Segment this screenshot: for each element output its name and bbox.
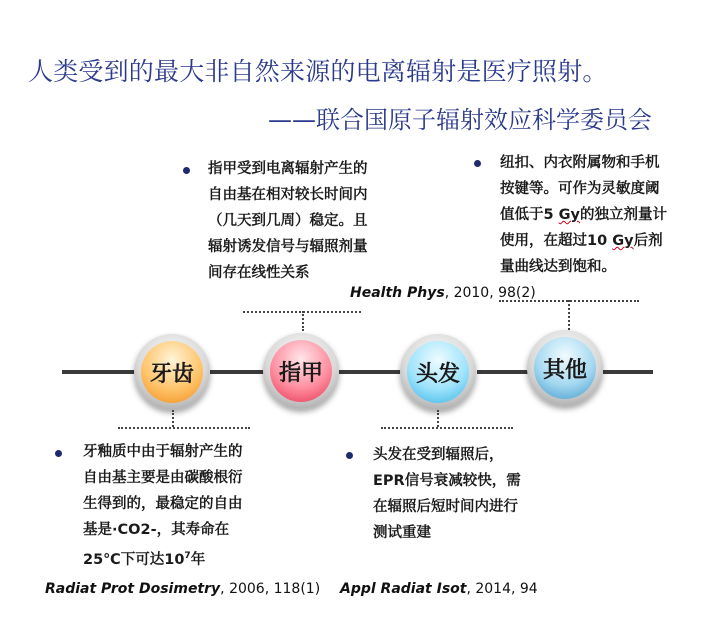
- note-line: 牙釉质中由于辐射产生的: [83, 444, 243, 460]
- timeline-segment: [603, 370, 653, 374]
- note-line: 头发在受到辐照后，: [373, 447, 504, 463]
- timeline-segment: [477, 370, 529, 374]
- connector-bottom-teeth: [118, 427, 250, 429]
- unit-gy: Gy: [612, 233, 634, 249]
- connector-stem-teeth: [172, 410, 174, 427]
- note-line: 按键等。可作为灵敏度阈: [500, 181, 660, 197]
- bullet-dot: [346, 452, 353, 459]
- node-teeth: [134, 334, 210, 410]
- note-line: 量曲线达到饱和。: [500, 259, 616, 275]
- citation-details: , 2014, 94: [466, 581, 538, 597]
- connector-stem-nail: [302, 311, 304, 331]
- note-line: 辐射诱发信号与辐照剂量: [208, 239, 368, 255]
- note-line: 纽扣、内衣附属物和手机: [500, 155, 660, 171]
- citation-journal: Health Phys: [350, 285, 445, 301]
- note-nail: [208, 156, 428, 286]
- timeline-segment: [210, 370, 265, 374]
- citation-hair: [340, 581, 538, 597]
- note-line: [500, 202, 725, 228]
- node-label: 牙齿: [141, 341, 203, 403]
- text-segment: 年: [190, 551, 206, 568]
- connector-stem-hair: [437, 410, 439, 427]
- text-segment: 25℃下可达10: [83, 551, 185, 568]
- citation-details: , 2006, 118(1): [220, 581, 321, 597]
- note-line: 指甲受到电离辐射产生的: [208, 161, 368, 177]
- note-line: （几天到几周）稳定。且: [208, 213, 368, 229]
- text-segment: 使用，在超过10: [500, 233, 613, 249]
- note-line: 生得到的，最稳定的自由: [83, 496, 243, 512]
- note-teeth: [83, 439, 313, 573]
- bullet-dot: [183, 167, 190, 174]
- bullet-dot: [474, 160, 481, 167]
- note-line: 间存在线性关系: [208, 265, 310, 281]
- citation-teeth: [45, 581, 320, 597]
- note-line: 自由基在相对较长时间内: [208, 187, 368, 203]
- node-label: 其他: [534, 337, 596, 399]
- note-line: EPR信号衰减较快，需: [373, 473, 521, 489]
- attribution: ——联合国原子辐射效应科学委员会: [268, 106, 652, 134]
- note-line: [83, 543, 313, 573]
- text-segment: 后剂: [633, 233, 663, 249]
- node-hair: [400, 334, 476, 410]
- text-segment: 的独立剂量计: [580, 207, 667, 223]
- note-line: 自由基主要是由碳酸根衍: [83, 470, 243, 486]
- note-line: 测试重建: [373, 525, 431, 541]
- note-line: 在辐照后短时间内进行: [373, 499, 518, 515]
- note-line: [500, 228, 725, 254]
- unit-gy: Gy: [558, 207, 580, 223]
- citation-journal: Appl Radiat Isot: [340, 581, 467, 597]
- bullet-dot: [55, 450, 62, 457]
- connector-bottom-hair: [381, 427, 513, 429]
- timeline-segment: [62, 370, 137, 374]
- node-label: 头发: [407, 341, 469, 403]
- citation-nail: [350, 285, 536, 301]
- node-label: 指甲: [270, 340, 332, 402]
- citation-details: , 2010, 98(2): [444, 285, 536, 301]
- page-title: 人类受到的最大非自然来源的电离辐射是医疗照射。: [28, 57, 608, 86]
- node-other: [527, 330, 603, 406]
- connector-stem-other: [568, 300, 570, 330]
- note-other: [500, 150, 725, 280]
- text-segment: 值低于5: [500, 207, 559, 223]
- note-hair: [373, 442, 593, 546]
- timeline-segment: [339, 370, 403, 374]
- citation-journal: Radiat Prot Dosimetry: [45, 581, 221, 597]
- note-line: 基是·CO2-，其寿命在: [83, 522, 230, 538]
- node-nail: [263, 333, 339, 409]
- superscript: 7: [184, 551, 191, 561]
